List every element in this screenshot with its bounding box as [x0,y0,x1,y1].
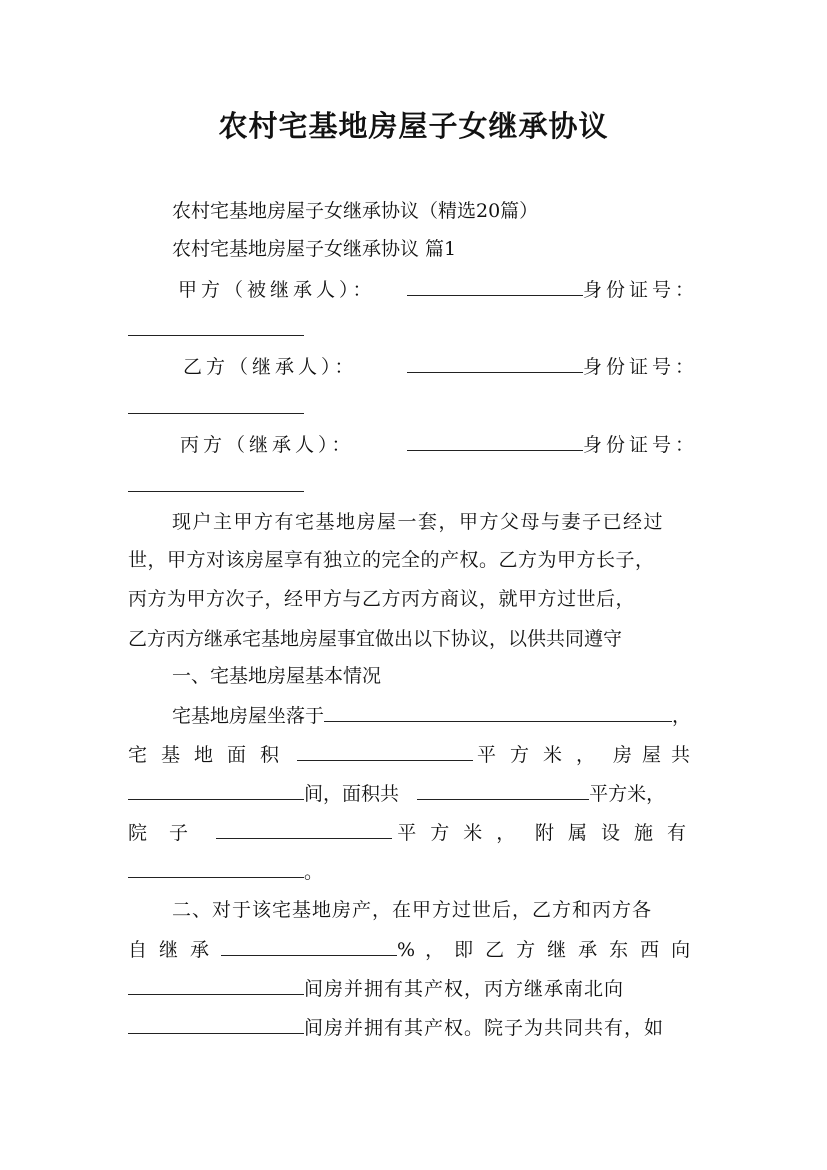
rooms-count-blank[interactable] [128,782,304,800]
east-west-label: 即乙方继承东西向 [454,939,703,961]
party-jia-row [178,278,698,302]
comma: ， [672,705,692,727]
percent-label: %， [397,939,455,961]
inherit-percent-blank[interactable] [221,938,397,956]
party-bing-id-row [128,474,700,498]
facilities-label: 附属设施有 [534,822,700,844]
party-yi-row [183,355,698,379]
yard-area-blank[interactable] [216,821,392,839]
section-heading: 农村宅基地房屋子女继承协议 篇1 [172,238,457,260]
rooms-own-row-2 [128,1016,700,1040]
location-blank[interactable] [324,704,672,722]
id-label: 身份证号： [582,279,698,301]
yard-label: 院子 [128,822,211,844]
east-west-rooms-blank[interactable] [128,977,304,995]
party-yi-id-blank[interactable] [128,396,304,414]
yard-row [128,821,700,845]
party-bing-label: 丙方（继承人）： [180,434,355,456]
inherit-row [128,938,703,962]
party-yi-label: 乙方（继承人）： [183,356,358,378]
location-row [172,704,712,728]
party-jia-id-blank[interactable] [128,318,304,336]
document-title: 农村宅基地房屋子女继承协议 [218,109,609,143]
rooms-own-text-2: 间房并拥有其产权。院子为共同共有，如 [304,1017,665,1039]
north-south-rooms-blank[interactable] [128,1016,304,1034]
party-jia-label: 甲方（被继承人）： [178,279,376,301]
party-bing-id-blank[interactable] [128,474,304,492]
period: 。 [304,861,324,883]
homestead-area-blank[interactable] [297,743,473,761]
intro-line-3: 丙方为甲方次子，经甲方与乙方丙方商议，就甲方过世后， [128,588,636,610]
id-label: 身份证号： [582,356,698,378]
section1-heading: 一、宅基地房屋基本情况 [172,665,382,687]
section2-line-1: 二、对于该宅基地房产，在甲方过世后，乙方和丙方各 [172,899,653,921]
sqm-label-2: 平方米， [589,783,666,805]
homestead-area-label: 宅基地面积 [128,744,294,766]
rooms-area-label: 间，面积共 [304,783,400,805]
sqm-label-3: 平方米， [397,822,530,844]
area-row [128,743,700,767]
intro-line-4: 乙方丙方继承宅基地房屋事宜做出以下协议，以供共同遵守 [128,628,623,650]
party-bing-row [180,433,698,457]
inherit-label: 自继承 [128,939,222,961]
party-jia-id-row [128,318,700,342]
party-bing-name-blank[interactable] [407,433,583,451]
id-label: 身份证号： [582,434,698,456]
subtitle: 农村宅基地房屋子女继承协议（精选20篇） [172,200,539,222]
house-total-label: 房屋共 [612,744,700,766]
intro-line-2: 世，甲方对该房屋享有独立的完全的产权。乙方为甲方长子， [128,549,655,571]
rooms-own-text-1: 间房并拥有其产权，丙方继承南北向 [304,978,625,1000]
rooms-row [128,782,700,806]
rooms-own-row-1 [128,977,700,1001]
rooms-area-blank[interactable] [417,782,589,800]
party-yi-name-blank[interactable] [407,355,583,373]
intro-line-1: 现户主甲方有宅基地房屋一套，甲方父母与妻子已经过 [172,511,665,533]
facilities-row [128,860,700,884]
facilities-blank[interactable] [128,860,304,878]
party-yi-id-row [128,396,700,420]
party-jia-name-blank[interactable] [407,278,583,296]
sqm-label: 平方米， [476,744,609,766]
location-prefix: 宅基地房屋坐落于 [172,705,325,727]
